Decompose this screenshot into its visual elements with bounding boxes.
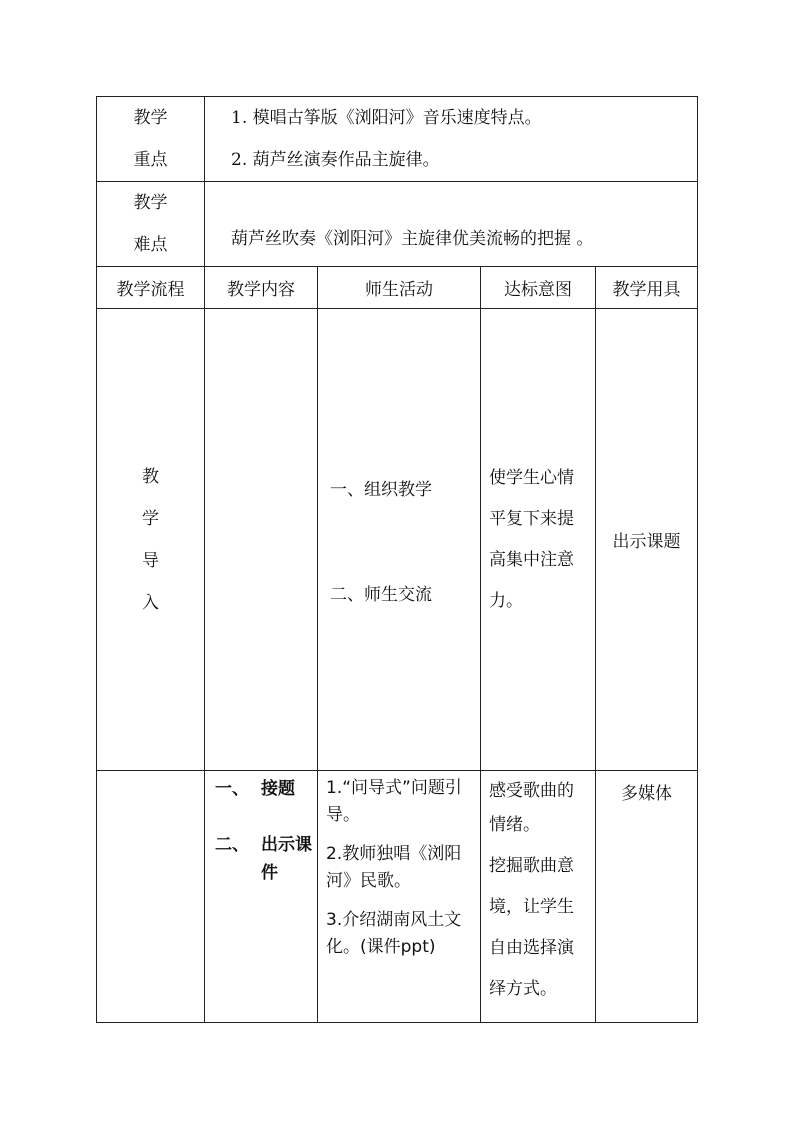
intro-content-cell: [205, 309, 318, 771]
section2-content: [205, 771, 318, 1023]
lesson-plan-table: [96, 96, 698, 1023]
activity-item: 二、师生交流: [330, 584, 432, 605]
intro-row: [97, 309, 698, 771]
header-row: [97, 267, 698, 309]
section2-activities: [318, 771, 481, 1023]
difficulty-label: 教学 难点: [97, 182, 205, 267]
header-content: 教学内容: [205, 267, 318, 309]
section2-stage-cell: [97, 771, 205, 1023]
key-point-item: 1. 模唱古筝版《浏阳河》音乐速度特点。: [231, 108, 542, 128]
intro-stage-label: 教 学 导 入: [97, 309, 205, 771]
key-point-item: 2. 葫芦丝演奏作品主旋律。: [231, 150, 440, 170]
section2-row: [97, 771, 698, 1023]
activity-item: 一、组织教学: [330, 479, 432, 500]
intro-activities: [318, 309, 481, 771]
activity-item: 3.介绍湖南风土文化。(课件ppt): [326, 910, 462, 957]
intro-goal: 使学生心情 平复下来提 高集中注意 力。: [481, 309, 596, 771]
key-points-content: [205, 97, 698, 182]
key-points-row: [97, 97, 698, 182]
difficulty-row: [97, 182, 698, 267]
difficulty-content: 葫芦丝吹奏《浏阳河》主旋律优美流畅的把握 。: [205, 182, 698, 267]
activity-item: 2.教师独唱《浏阳河》民歌。: [326, 844, 462, 891]
key-points-label: 教学 重点: [97, 97, 205, 182]
intro-tool: 出示课题: [596, 309, 698, 771]
header-goal: 达标意图: [481, 267, 596, 309]
header-process: 教学流程: [97, 267, 205, 309]
activity-item: 1.“问导式”问题引导。: [326, 778, 462, 825]
content-step: 一、 接题: [215, 779, 295, 799]
header-activity: 师生活动: [318, 267, 481, 309]
section2-tool: 多媒体: [596, 771, 698, 1023]
section2-goal: 感受歌曲的 情绪。 挖掘歌曲意 境，让学生 自由选择演 绎方式。: [481, 771, 596, 1023]
header-tools: 教学用具: [596, 267, 698, 309]
content-step: 二、 出示课件: [215, 835, 312, 883]
